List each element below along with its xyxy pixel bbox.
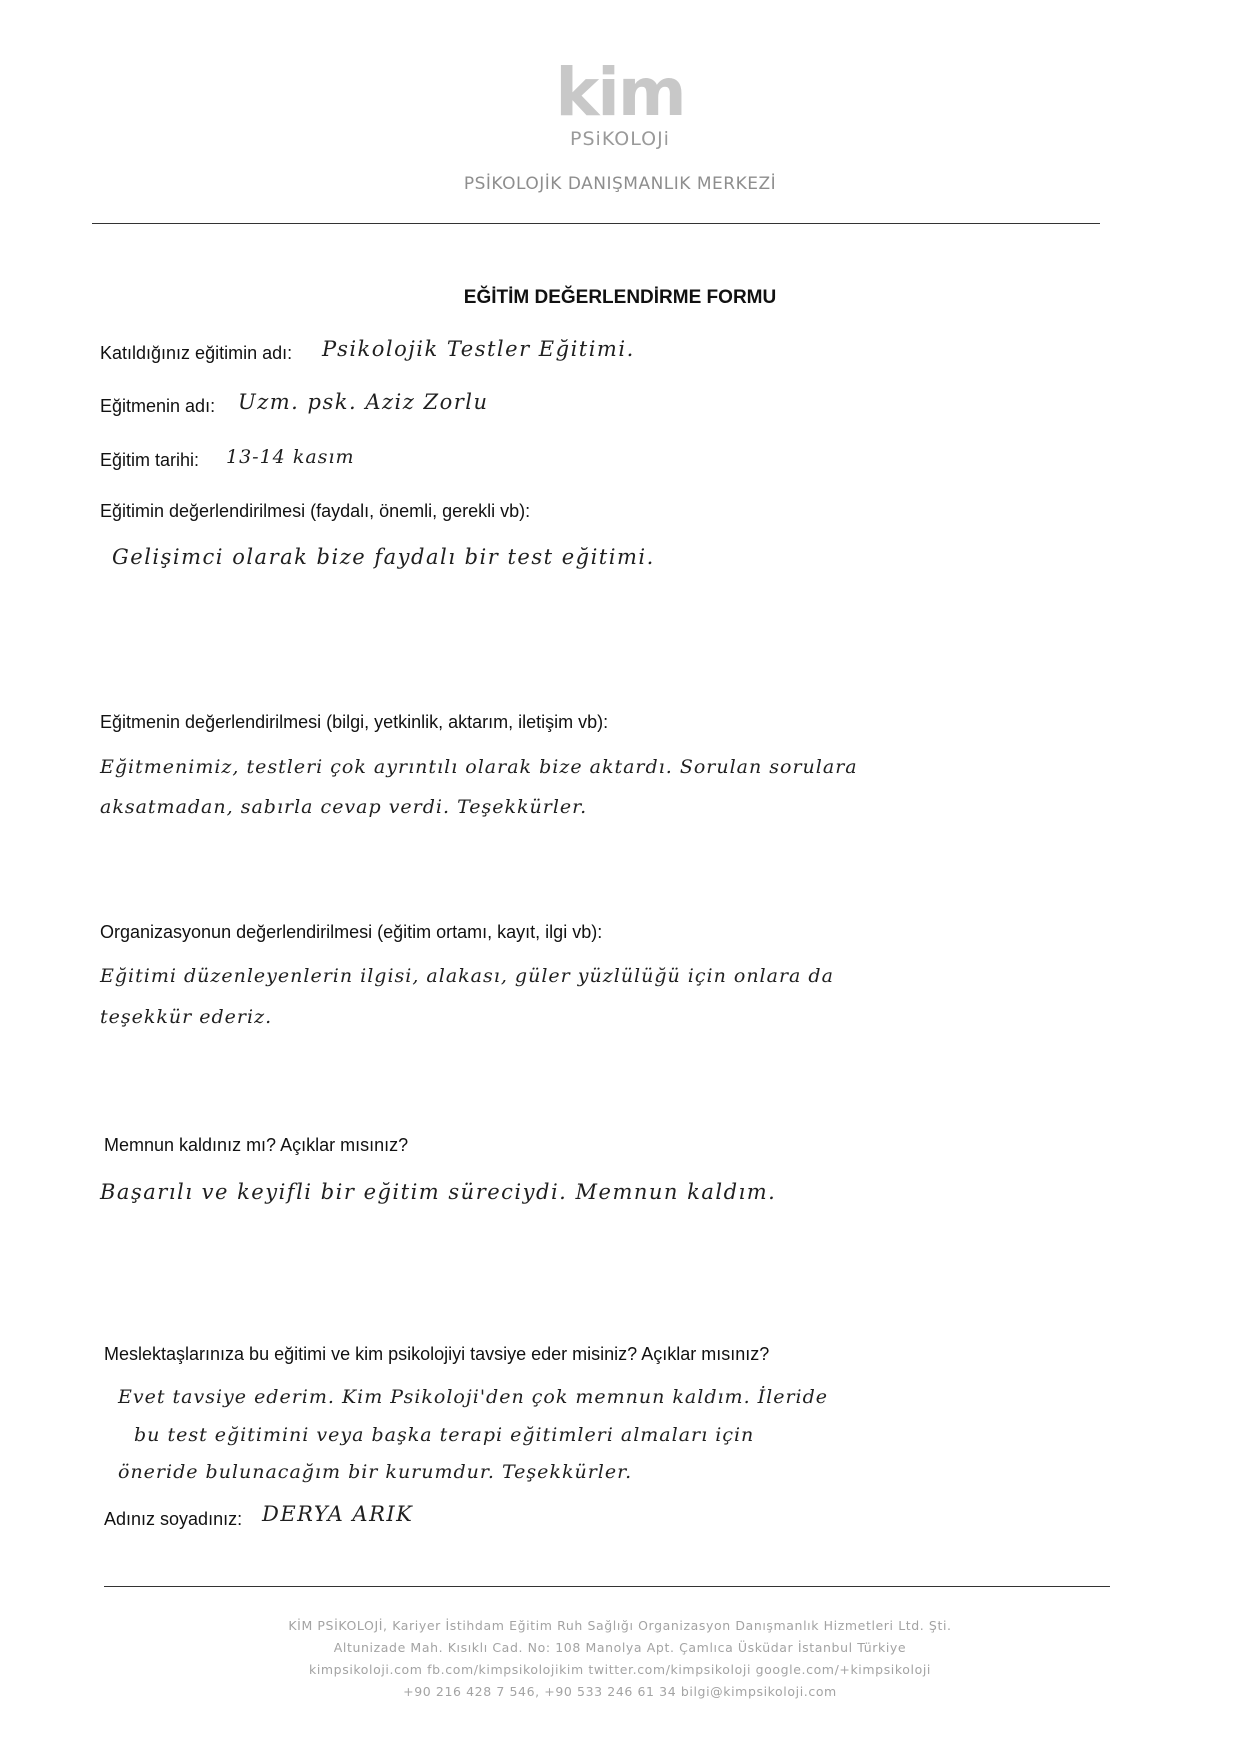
recommendation-answer-line: öneride bulunacağım bir kurumdur. Teşekkürler. xyxy=(118,1461,633,1483)
organization-evaluation-answer-line: Eğitimi düzenleyenlerin ilgisi, alakası, güler yüzlülüğü için onlara da xyxy=(100,965,834,987)
recommendation-answer-line: Evet tavsiye ederim. Kim Psikoloji'den çok memnun kaldım. İleride xyxy=(118,1386,829,1408)
organization-evaluation-answer-line: teşekkür ederiz. xyxy=(100,1006,273,1028)
full-name-label: Adınız soyadınız: xyxy=(104,1509,243,1529)
satisfaction-label: Memnun kaldınız mı? Açıklar mısınız? xyxy=(104,1135,409,1155)
company-logo xyxy=(520,54,720,173)
trainer-evaluation-answer-line: Eğitmenimiz, testleri çok ayrıntılı olarak bize aktardı. Sorulan sorulara xyxy=(100,756,858,778)
training-evaluation-answer-line: Gelişimci olarak bize faydalı bir test eğitimi. xyxy=(112,545,655,569)
training-name-answer: Psikolojik Testler Eğitimi. xyxy=(322,337,635,361)
footer-company: KİM PSİKOLOJİ, Kariyer İstihdam Eğitim Ruh Sağlığı Organizasyon Danışmanlık Hizmetleri Ltd. Şti. xyxy=(288,1618,952,1633)
recommendation-answer-line: bu test eğitimini veya başka terapi eğitimleri almaları için xyxy=(134,1424,755,1446)
logo-subtitle: PSiKOLOJi xyxy=(570,128,670,150)
training-evaluation-label: Eğitimin değerlendirilmesi (faydalı, önemli, gerekli vb): xyxy=(100,501,531,521)
trainer-name-label: Eğitmenin adı: xyxy=(100,396,216,416)
center-name: PSİKOLOJİK DANIŞMANLIK MERKEZİ xyxy=(463,174,777,194)
organization-evaluation-label: Organizasyonun değerlendirilmesi (eğitim ortamı, kayıt, ilgi vb): xyxy=(100,922,603,942)
trainer-evaluation-label: Eğitmenin değerlendirilmesi (bilgi, yetkinlik, aktarım, iletişim vb): xyxy=(100,712,609,732)
footer-divider xyxy=(104,1586,1110,1587)
footer-web-links: kimpsikoloji.com fb.com/kimpsikolojikim twitter.com/kimpsikoloji google.com/+kimpsikoloji xyxy=(308,1662,931,1677)
recommendation-label: Meslektaşlarınıza bu eğitimi ve kim psikolojiyi tavsiye eder misiniz? Açıklar mısınız? xyxy=(104,1344,770,1364)
training-date-answer: 13-14 kasım xyxy=(226,446,355,468)
form-title: EĞİTİM DEĞERLENDİRME FORMU xyxy=(463,287,777,308)
training-date-label: Eğitim tarihi: xyxy=(100,450,200,470)
trainer-name-answer: Uzm. psk. Aziz Zorlu xyxy=(238,390,489,414)
satisfaction-answer-line: Başarılı ve keyifli bir eğitim süreciydi. Memnun kaldım. xyxy=(100,1180,777,1204)
footer-contact: +90 216 428 7 546, +90 533 246 61 34 bilgi@kimpsikoloji.com xyxy=(403,1684,837,1699)
footer-address: Altunizade Mah. Kısıklı Cad. No: 108 Manolya Apt. Çamlıca Üsküdar İstanbul Türkiye xyxy=(333,1640,907,1655)
trainer-evaluation-answer-line: aksatmadan, sabırla cevap verdi. Teşekkürler. xyxy=(100,796,588,818)
training-name-label: Katıldığınız eğitimin adı: xyxy=(100,343,293,363)
header-divider xyxy=(92,223,1100,224)
full-name-answer: DERYA ARIK xyxy=(262,1502,414,1526)
logo-mark: kim xyxy=(555,54,685,131)
